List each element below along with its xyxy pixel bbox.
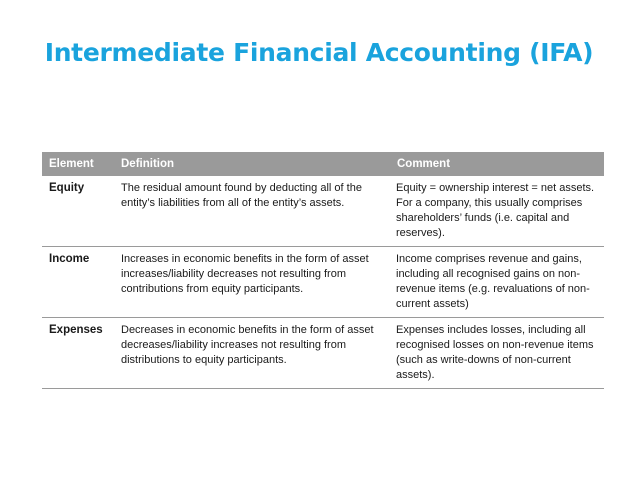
- table-header-row: [42, 152, 604, 176]
- header-element: Element: [42, 152, 115, 176]
- cell-element: Income: [42, 247, 115, 318]
- cell-comment: Income comprises revenue and gains, including all recognised gains on non-revenue items (e.g. revaluations of non-current assets): [390, 247, 604, 318]
- cell-definition: The residual amount found by deducting all of the entity’s liabilities from all of the entity’s assets.: [115, 176, 390, 247]
- cell-definition: Increases in economic benefits in the form of asset increases/liability decreases not resulting from contributions from equity participants.: [115, 247, 390, 318]
- cell-element: Equity: [42, 176, 115, 247]
- table-header: [42, 152, 604, 176]
- cell-comment: Equity = ownership interest = net assets. For a company, this usually comprises shareholders’ funds (i.e. capital and reserves).: [390, 176, 604, 247]
- elements-table: [42, 152, 604, 389]
- slide-title: Intermediate Financial Accounting (IFA): [44, 38, 594, 67]
- table-row-equity: [42, 176, 604, 247]
- table-row-expenses: [42, 318, 604, 389]
- cell-definition: Decreases in economic benefits in the form of asset decreases/liability increases not resulting from distributions to equity participants.: [115, 318, 390, 389]
- table-body: [42, 176, 604, 389]
- header-definition: Definition: [115, 152, 390, 176]
- header-comment: Comment: [390, 152, 604, 176]
- table-row-income: [42, 247, 604, 318]
- cell-comment: Expenses includes losses, including all recognised losses on non-revenue items (such as write-downs of non-current assets).: [390, 318, 604, 389]
- cell-element: Expenses: [42, 318, 115, 389]
- elements-table-container: [42, 152, 604, 389]
